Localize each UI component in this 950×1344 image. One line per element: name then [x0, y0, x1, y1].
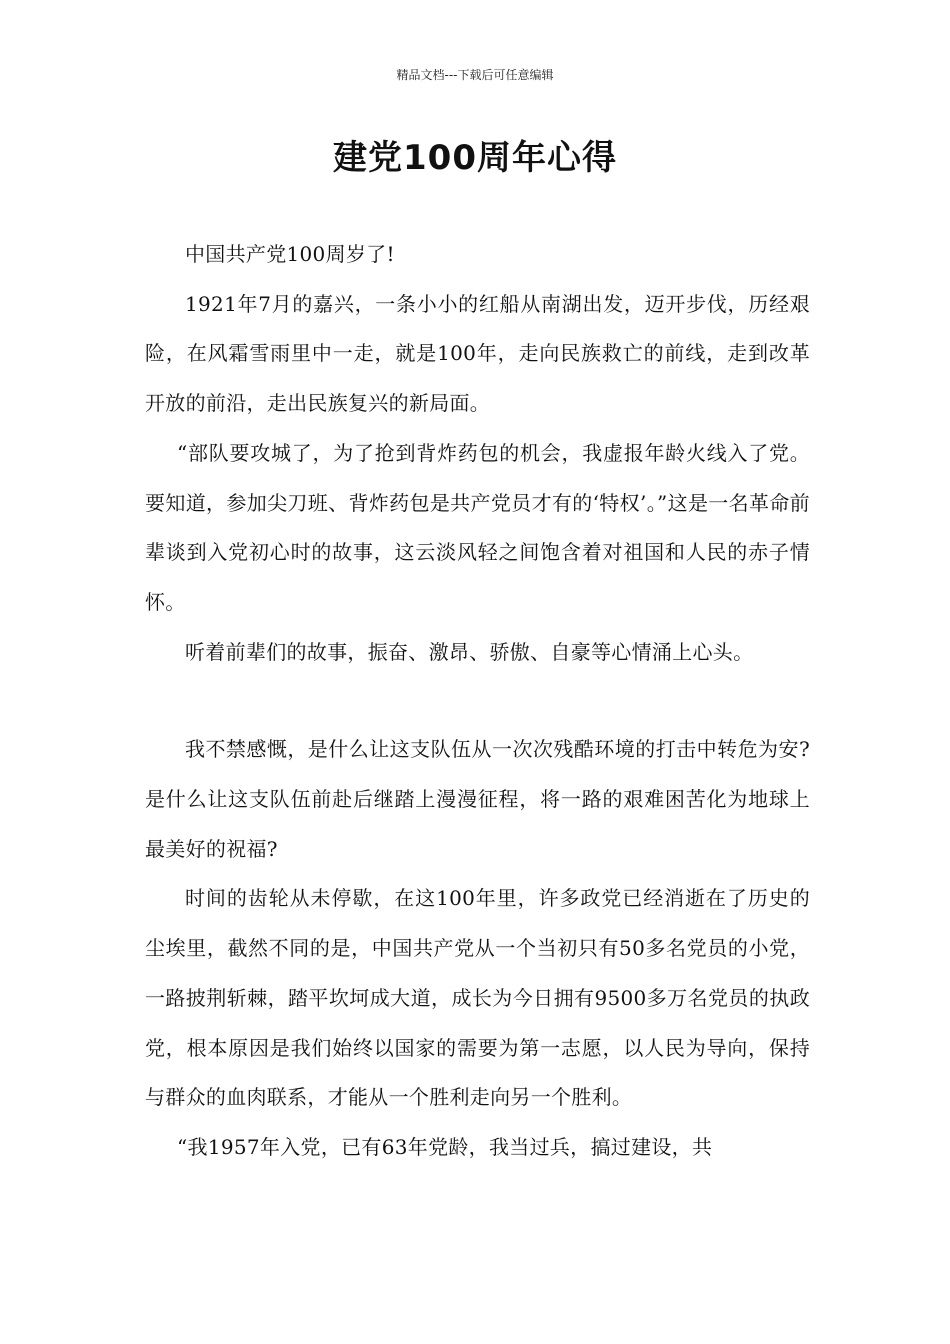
- document-body: [145, 230, 810, 1173]
- paragraph-feelings: 听着前辈们的故事，振奋、激昂、骄傲、自豪等心情涌上心头。: [185, 639, 754, 664]
- paragraph-red-boat: 1921年7月的嘉兴，一条小小的红船从南湖出发，迈开步伐，历经艰险，在风霜雪雨里中一走，就是100年，走向民族救亡的前线，走到改革开放的前沿，走出民族复兴的新局面。: [145, 291, 810, 416]
- document-title: 建党100周年心得: [333, 138, 617, 178]
- paragraph-reflection: 我不禁感慨，是什么让这支队伍从一次次残酷环境的打击中转危为安?是什么让这支队伍前赴后继踏上漫漫征程，将一路的艰难困苦化为地球上最美好的祝福?: [145, 737, 810, 861]
- paragraph-veteran-quote: “部队要攻城了，为了抢到背炸药包的机会，我虚报年龄火线入了党。要知道，参加尖刀班、背炸药包是共产党员才有的‘特权’。”这是一名革命前辈谈到入党初心时的故事，这云淡风轻之间饱含着对祖国和人民的赤子情怀。: [145, 440, 810, 614]
- header-note: 精品文档---下载后可任意编辑: [396, 68, 554, 82]
- paragraph-intro: 中国共产党100周岁了!: [185, 242, 395, 266]
- paragraph-hundred-years: 时间的齿轮从未停歇，在这100年里，许多政党已经消逝在了历史的尘埃里，截然不同的是，中国共产党从一个当初只有50多名党员的小党，一路披荆斩棘，踏平坎坷成大道，成长为今日拥有9500多万名党员的执政党，根本原因是我们始终以国家的需要为第一志愿，以人民为导向，保持与群众的血肉联系，才能从一个胜利走向另一个胜利。: [145, 886, 810, 1110]
- paragraph-veteran-1957: “我1957年入党，已有63年党龄，我当过兵，搞过建设，共: [177, 1134, 713, 1159]
